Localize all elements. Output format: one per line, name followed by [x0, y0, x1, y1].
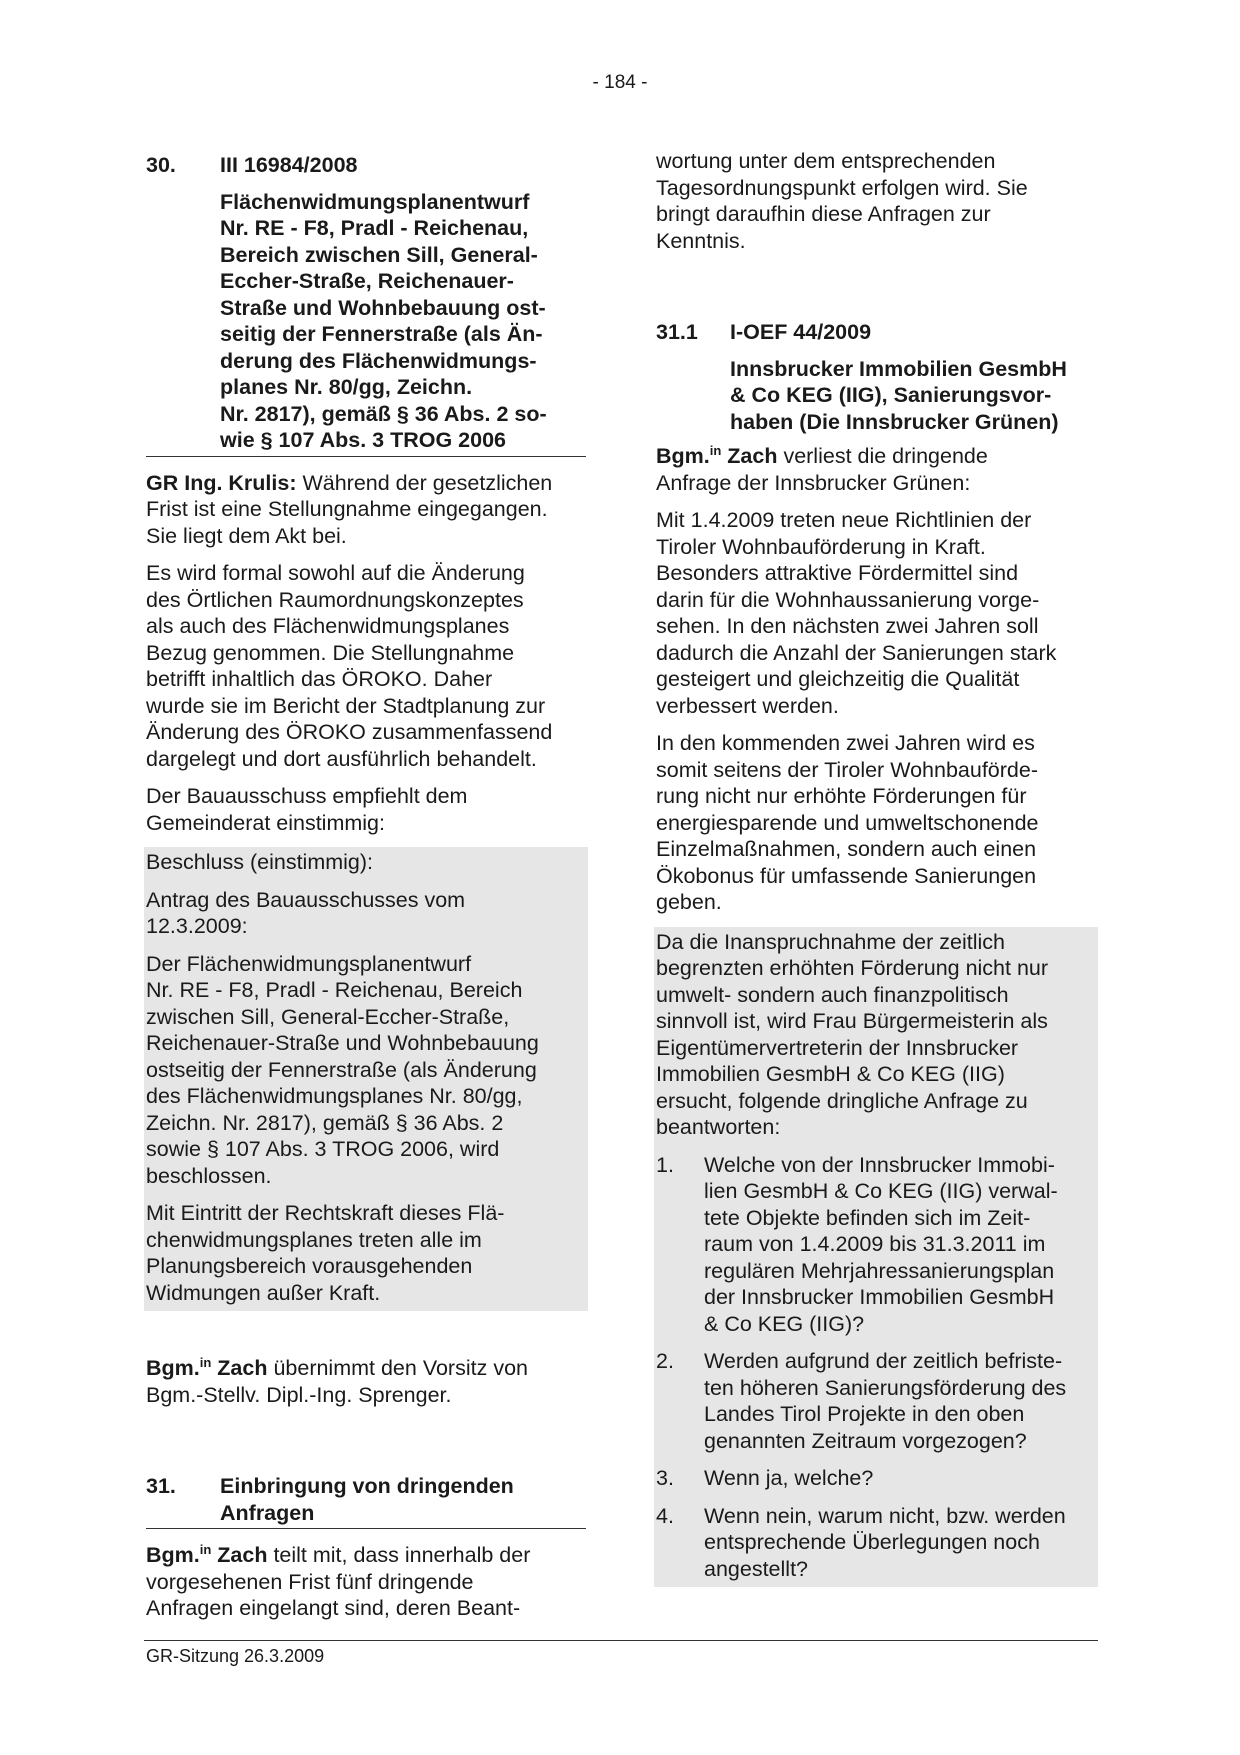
item-31-number: 31.	[146, 1474, 176, 1498]
resolution-effect: Mit Eintritt der Rechtskraft dieses Flä- chenwidmungsplanes treten alle im Planungsbereich vorausgehenden Widmungen außer Kraft.	[146, 1201, 505, 1305]
footer-divider	[144, 1640, 1098, 1641]
item-31-1-number: 31.1	[656, 320, 698, 344]
speaker-krulis: GR Ing. Krulis:	[146, 470, 297, 495]
item-31-1-reference: I-OEF 44/2009	[730, 320, 872, 344]
item-30-heading-block	[146, 152, 586, 457]
krulis-statement: GR Ing. Krulis: Während der gesetzlichen Frist ist eine Stellungnahme eingegangen. Sie liegt dem Akt bei.	[146, 470, 553, 548]
list-item: 2. Werden aufgrund der zeitlich befriste- ten höheren Sanierungsförderung des Landes Tirol Projekte in den oben genannten Zeitraum vorgezogen?	[656, 1349, 1067, 1453]
paragraph-recommendation: Der Bauausschuss empfiehlt dem Gemeinderat einstimmig:	[146, 784, 468, 835]
speaker-zach: Bgm.$^{in}$ Zach	[656, 442, 778, 468]
resolution-body: Der Flächenwidmungsplanentwurf Nr. RE - F8, Pradl - Reichenau, Bereich zwischen Sill, General-Eccher-Straße, Reichenauer-Straße und Wohnbebauung ostseitig der Fennerstraße (als Änderung des Flächenwidmungsplanes Nr. 80/gg, Zeichn. Nr. 2817), gemäß § 36 Abs. 2 sowie § 107 Abs. 3 TROG 2006, wird beschlossen.	[146, 951, 539, 1188]
item-31-heading	[146, 1473, 586, 1526]
continuation-paragraph: wortung unter dem entsprechenden Tagesordnungspunkt erfolgen wird. Sie bringt daraufhin diese Anfragen zur Kenntnis.	[656, 149, 1028, 253]
item-30-reference: III 16984/2008	[220, 153, 358, 177]
right-column	[656, 148, 1096, 1587]
item-30-number: 30.	[146, 153, 176, 177]
question-list	[656, 1152, 1096, 1583]
request-paragraph: Da die Inanspruchnahme der zeitlich begrenzten erhöhten Förderung nicht nur umwelt- sondern auch finanzpolitisch sinnvoll ist, wird Frau Bürgermeisterin als Eigentümervertreterin der Innsbrucker Immobilien GesmbH & Co KEG (IIG) ersucht, folgende dringliche Anfrage zu beantworten:	[656, 929, 1049, 1139]
resolution-motion: Antrag des Bauausschusses vom 12.3.2009:	[146, 887, 466, 938]
list-item: 3. Wenn ja, welche?	[656, 1466, 874, 1490]
zach-reads: Bgm.$^{in}$ Zach verliest die dringende Anfrage der Innsbrucker Grünen:	[656, 442, 988, 495]
item-30-heading	[146, 152, 586, 454]
request-box	[654, 927, 1098, 1588]
speaker-zach: Bgm.$^{in}$ Zach	[146, 1541, 268, 1567]
item-31-heading-block	[146, 1473, 586, 1529]
footer-session-date: GR-Sitzung 26.3.2009	[146, 1646, 325, 1666]
resolution-box	[144, 847, 588, 1311]
list-item: 4. Wenn nein, warum nicht, bzw. werden entsprechende Überlegungen noch angestellt?	[656, 1503, 1066, 1581]
item-31-1-heading	[656, 319, 1096, 435]
resolution-title: Beschluss (einstimmig):	[146, 850, 373, 874]
item-31-title: Einbringung von dringenden Anfragen	[220, 1474, 514, 1525]
speaker-zach: Bgm.$^{in}$ Zach	[146, 1354, 268, 1380]
page-number: - 184 -	[592, 72, 648, 93]
paragraph-oeroko: Es wird formal sowohl auf die Änderung des Örtlichen Raumordnungskonzeptes als auch des Flächenwidmungsplanes Bezug genommen. Die Stellungnahme betrifft inhaltlich das ÖROKO. Daher wurde sie im Bericht der Stadtplanung zur Änderung des ÖROKO zusammenfassend dargelegt und dort ausführlich behandelt.	[146, 561, 553, 771]
paragraph-guidelines: Mit 1.4.2009 treten neue Richtlinien der Tiroler Wohnbauförderung in Kraft. Besonders attraktive Fördermittel sind darin für die Wohnhaussanierung vorge- sehen. In den nächsten zwei Jahren soll dadurch die Anzahl der Sanierungen stark gesteigert und gleichzeitig die Qualität verbessert werden.	[656, 508, 1057, 718]
zach-intro: Bgm.$^{in}$ Zach teilt mit, dass innerhalb der vorgesehenen Frist fünf dringende Anfragen eingelangt sind, deren Beant-	[146, 1541, 531, 1620]
item-30-title: Flächenwidmungsplanentwurf Nr. RE - F8, Pradl - Reichenau, Bereich zwischen Sill, General- Eccher-Straße, Reichenauer- Straße und Wohnbebauung ost- seitig der Fennerstraße (als Än- derung des Flächenwidmungs- planes Nr. 80/gg, Zeichn. Nr. 2817), gemäß § 36 Abs. 2 so- wie § 107 Abs. 3 TROG 2006	[220, 189, 547, 452]
left-column	[146, 152, 586, 1633]
chair-change: Bgm.$^{in}$ Zach übernimmt den Vorsitz von Bgm.-Stellv. Dipl.-Ing. Sprenger.	[146, 1354, 528, 1407]
list-item: 1. Welche von der Innsbrucker Immobi- lien GesmbH & Co KEG (IIG) verwal- tete Objekte befinden sich im Zeit- raum von 1.4.2009 bis 31.3.2011 im regulären Mehrjahressanierungsplan der Innsbrucker Immobilien GesmbH & Co KEG (IIG)?	[656, 1152, 1058, 1336]
item-31-1-title: Innsbrucker Immobilien GesmbH & Co KEG (IIG), Sanierungsvor- haben (Die Innsbrucker Grünen)	[730, 356, 1067, 434]
paragraph-funding: In den kommenden zwei Jahren wird es somit seitens der Tiroler Wohnbauförde- rung nicht nur erhöhte Förderungen für energiesparende und umweltschonende Einzelmaßnahmen, sondern auch einen Ökobonus für umfassende Sanierungen geben.	[656, 731, 1039, 914]
